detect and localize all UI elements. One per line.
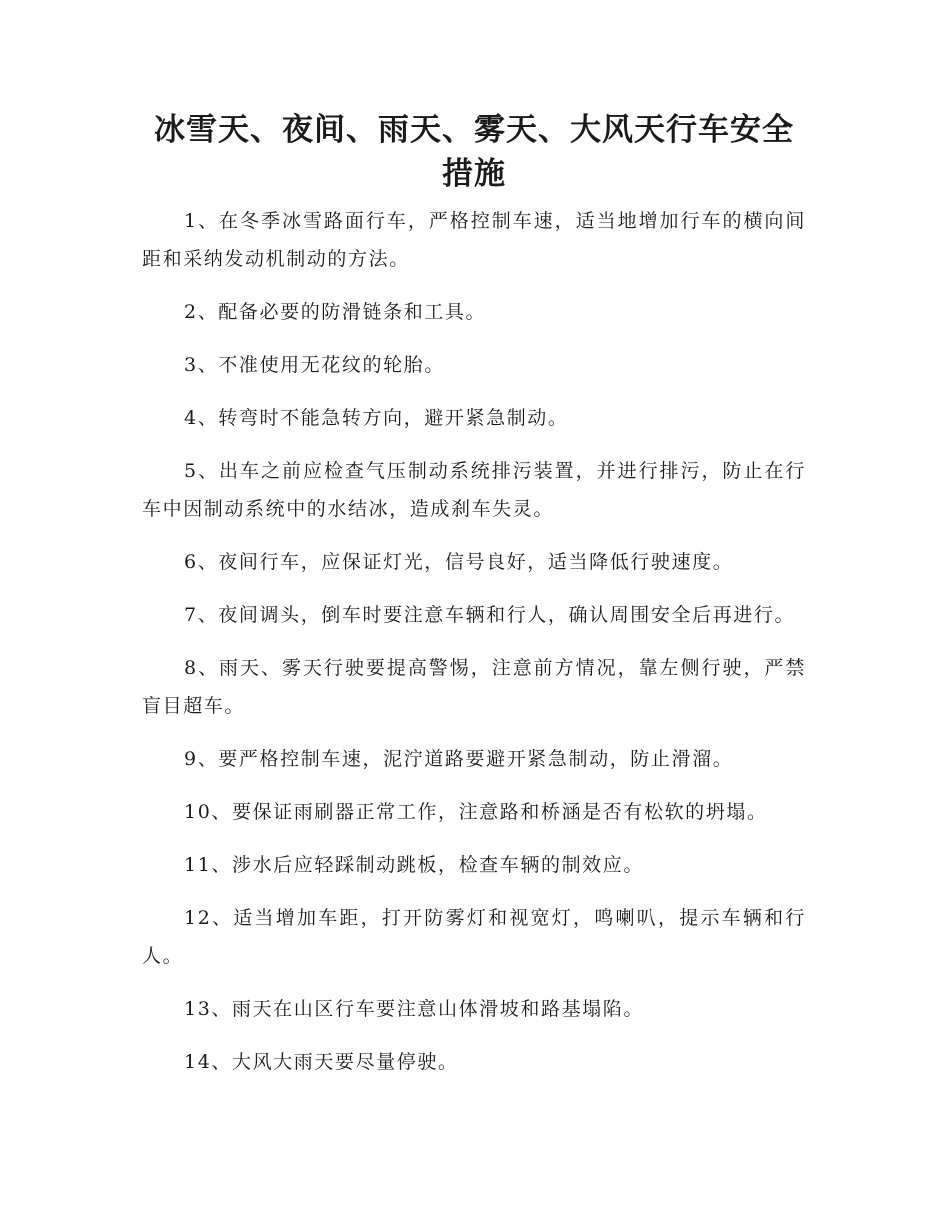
- measure-item-14: 14、大风大雨天要尽量停驶。: [184, 1051, 459, 1073]
- measure-item-5: 5、出车之前应检查气压制动系统排污装置，并进行排污，防止在行车中因制动系统中的水结冰，造成刹车失灵。: [142, 460, 806, 520]
- measure-item-7: 7、夜间调头，倒车时要注意车辆和行人，确认周围安全后再进行。: [184, 604, 796, 626]
- document-page: [142, 108, 806, 1096]
- measure-item-10: 10、要保证雨刷器正常工作，注意路和桥涵是否有松软的坍塌。: [184, 801, 768, 823]
- measure-item-11: 11、涉水后应轻踩制动跳板，检查车辆的制效应。: [184, 854, 644, 876]
- measure-item-12: 12、适当增加车距，打开防雾灯和视宽灯，鸣喇叭，提示车辆和行人。: [142, 907, 806, 967]
- measure-item-3: 3、不准使用无花纹的轮胎。: [184, 354, 445, 376]
- measures-list: [142, 202, 806, 1081]
- measure-item-1: 1、在冬季冰雪路面行车，严格控制车速，适当地增加行车的横向间距和采纳发动机制动的方法。: [142, 210, 806, 270]
- measure-item-2: 2、配备必要的防滑链条和工具。: [184, 301, 487, 323]
- measure-item-13: 13、雨天在山区行车要注意山体滑坡和路基塌陷。: [184, 998, 644, 1020]
- measure-item-6: 6、夜间行车，应保证灯光，信号良好，适当降低行驶速度。: [184, 551, 734, 573]
- measure-item-8: 8、雨天、雾天行驶要提高警惕，注意前方情况，靠左侧行驶，严禁盲目超车。: [142, 657, 806, 717]
- measure-item-9: 9、要严格控制车速，泥泞道路要避开紧急制动，防止滑溜。: [184, 748, 734, 770]
- document-title: 冰雪天、夜间、雨天、雾天、大风天行车安全措施: [154, 112, 794, 192]
- measure-item-4: 4、转弯时不能急转方向，避开紧急制动。: [184, 407, 569, 429]
